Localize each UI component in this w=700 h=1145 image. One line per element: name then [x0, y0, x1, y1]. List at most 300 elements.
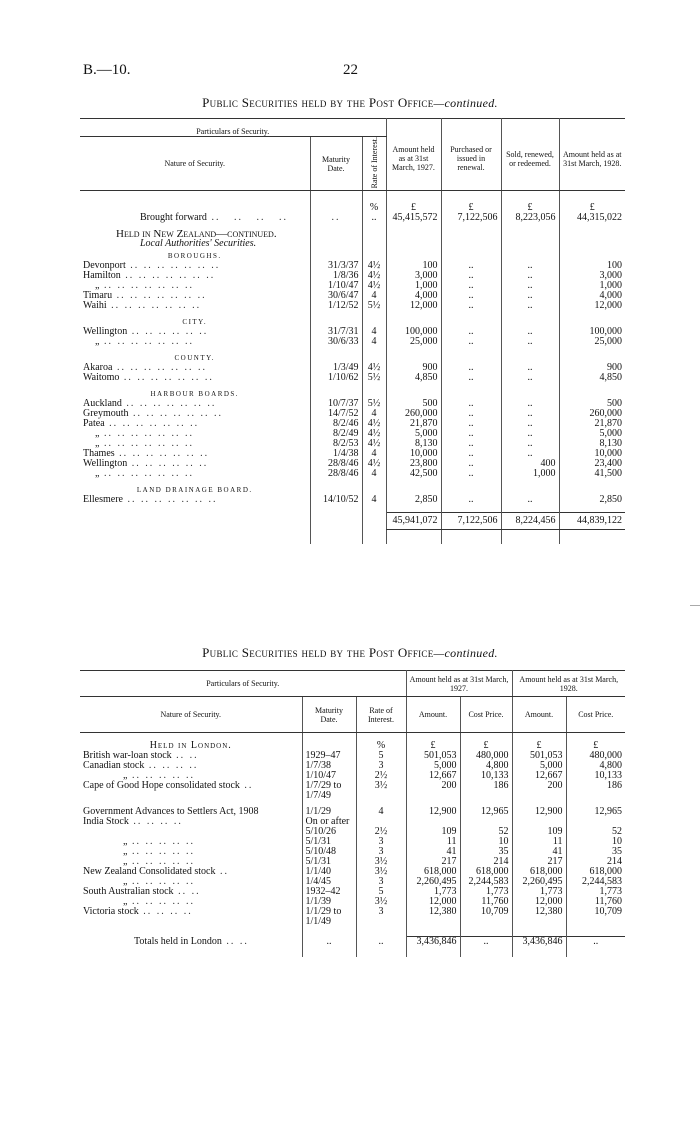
t2-amount-1927: 5,000 [406, 761, 460, 771]
t2-security-cell [80, 907, 302, 917]
t2-cost-1927: 12,965 [460, 801, 512, 817]
t1-security-cell [80, 301, 310, 311]
t2-amount-1927 [406, 917, 460, 927]
t2-security-name: Victoria stock [83, 905, 139, 917]
t1-amount-1927: 5,000 [386, 429, 441, 439]
t2-amount-1927: 2,260,495 [406, 877, 460, 887]
t2-total-rate: .. [356, 937, 406, 948]
t1-security-name: Waitomo [83, 371, 120, 383]
leader-dots: .. .. .. .. .. .. .. [99, 467, 194, 479]
t2-security-name: „ [123, 855, 128, 867]
t2-cost-1928: 35 [566, 847, 625, 857]
t1-sold: .. [501, 373, 559, 383]
t1-security-name: Wellington [83, 457, 128, 469]
t2-cost-1927: 186 [460, 781, 512, 791]
t2-cost-1927: 52 [460, 827, 512, 837]
t1-unit-pct: % [362, 203, 386, 213]
t2-cost-1927: 11,760 [460, 897, 512, 907]
t2-maturity-date: 1/10/47 [302, 771, 356, 781]
t2-unit-pound: £ [460, 741, 512, 751]
t1-maturity-date: 1/4/38 [310, 449, 362, 459]
t1-maturity-date: 1/3/49 [310, 363, 362, 373]
t2-cost-1928 [566, 817, 625, 827]
t1-rate: 4 [362, 337, 386, 347]
t1-amount-1928: 100,000 [559, 327, 625, 337]
t2-cost-1928: 11,760 [566, 897, 625, 907]
t1-amount-1927: 25,000 [386, 337, 441, 347]
t1-bf-amount-1927: 45,415,572 [386, 213, 441, 223]
leader-dots: .. .. .. .. [144, 759, 199, 771]
table1-title-main: Public Securities held by the Post Office [202, 95, 434, 110]
table1 [80, 118, 625, 544]
t1-maturity-date: 1/10/47 [310, 281, 362, 291]
t1-security-name: Greymouth [83, 407, 129, 419]
t2-amount-1927 [406, 791, 460, 801]
t2-maturity-date: 1/1/29 [302, 801, 356, 817]
t1-rate: 4 [362, 495, 386, 505]
t1-header-purchased: Purchased or issued in renewal. [441, 119, 501, 191]
t2-maturity-date: 1929–47 [302, 751, 356, 761]
t1-purchased: .. [441, 373, 501, 383]
t1-sold: .. [501, 281, 559, 291]
t2-rate: 3 [356, 847, 406, 857]
t2-security-row [80, 907, 625, 917]
t1-amount-1928: 25,000 [559, 337, 625, 347]
t1-security-name: Wellington [83, 325, 128, 337]
t2-security-cell [80, 781, 302, 791]
leader-dots: .. .. [171, 749, 199, 761]
leader-dots: .. .. .. .. .. .. .. [104, 417, 200, 429]
t2-amount-1927: 41 [406, 847, 460, 857]
t1-amount-1928: 8,130 [559, 439, 625, 449]
t1-brought-forward-label: Brought forward [140, 211, 207, 223]
t1-group-heading: COUNTY. [174, 353, 215, 362]
t2-rate: 3 [356, 837, 406, 847]
t1-security-name: „ [95, 427, 100, 439]
t2-rate: 5 [356, 751, 406, 761]
t1-amount-1927: 100 [386, 261, 441, 271]
t1-purchased: .. [441, 301, 501, 311]
t2-amount-1927: 1,773 [406, 887, 460, 897]
t1-bf-rate: .. [362, 213, 386, 223]
leader-dots: .. .. .. .. .. .. .. [99, 335, 194, 347]
t1-security-cell [80, 469, 310, 479]
t1-rate: 4 [362, 449, 386, 459]
t2-security-name: Cape of Good Hope consolidated stock [83, 779, 240, 791]
t2-maturity-date: 1/1/40 [302, 867, 356, 877]
leader-dots: .. .. .. .. .. .. .. [114, 447, 210, 459]
t1-security-cell [80, 495, 310, 505]
t2-security-name: Government Advances to Settlers Act, 1908 [83, 805, 259, 817]
t2-header-cost-1927: Cost Price. [460, 697, 512, 733]
t1-unit-pound: £ [386, 203, 441, 213]
leader-dots: .. .. .. .. .. .. .. [121, 397, 217, 409]
t2-amount-1928 [512, 817, 566, 827]
t2-security-name: India Stock [83, 815, 129, 827]
t1-sold: .. [501, 409, 559, 419]
t2-maturity-date: On or after [302, 817, 356, 827]
t1-rate: 4½ [362, 419, 386, 429]
t2-totals-label: Totals held in London [134, 935, 222, 947]
t2-maturity-date: 1/7/29 to [302, 781, 356, 791]
t1-maturity-date: 28/8/46 [310, 469, 362, 479]
t2-header-nature: Nature of Security. [80, 697, 302, 733]
t1-maturity-date: 14/7/52 [310, 409, 362, 419]
t1-security-name: Hamilton [83, 269, 121, 281]
t1-amount-1928: 4,000 [559, 291, 625, 301]
t2-total-cost-1927: .. [460, 937, 512, 948]
t1-security-row [80, 469, 625, 479]
t1-header-amount-1927: Amount held as at 31st March, 1927. [386, 119, 441, 191]
t2-rate: 2½ [356, 771, 406, 781]
t2-rate: 3½ [356, 867, 406, 877]
t1-sold: .. [501, 271, 559, 281]
t1-purchased: .. [441, 327, 501, 337]
t2-totals-row [80, 937, 625, 948]
t1-purchased: .. [441, 291, 501, 301]
t1-security-row [80, 301, 625, 311]
t2-security-name: British war-loan stock [83, 749, 172, 761]
t1-sold: .. [501, 291, 559, 301]
t2-unit-pound: £ [406, 741, 460, 751]
t1-unit-pound: £ [559, 203, 625, 213]
t2-totals-cell [80, 937, 302, 948]
t1-rate: 4 [362, 327, 386, 337]
t2-maturity-date: 1/7/38 [302, 761, 356, 771]
t2-amount-1928: 618,000 [512, 867, 566, 877]
t1-purchased: .. [441, 399, 501, 409]
t2-amount-1927: 12,900 [406, 801, 460, 817]
t1-rate: 4½ [362, 281, 386, 291]
t2-cost-1928 [566, 791, 625, 801]
t2-unit-pound: £ [566, 741, 625, 751]
t2-cost-1927: 618,000 [460, 867, 512, 877]
t2-security-row [80, 817, 625, 827]
t2-cost-1928: 1,773 [566, 887, 625, 897]
t2-rate: 3½ [356, 857, 406, 867]
t2-amount-1928: 1,773 [512, 887, 566, 897]
t2-cost-1928: 2,244,583 [566, 877, 625, 887]
leader-dots: .. .. .. .. .. .. .. [125, 259, 221, 271]
t1-maturity-date: 1/12/52 [310, 301, 362, 311]
t1-purchased: .. [441, 495, 501, 505]
t1-sold: .. [501, 301, 559, 311]
t1-sold: .. [501, 337, 559, 347]
t1-amount-1927: 4,850 [386, 373, 441, 383]
t1-sold: .. [501, 439, 559, 449]
t2-cost-1927: 10,133 [460, 771, 512, 781]
t1-header-particulars: Particulars of Security. [80, 119, 386, 137]
table2-title-main: Public Securities held by the Post Office [202, 645, 434, 660]
t1-maturity-date: 1/10/62 [310, 373, 362, 383]
t2-security-name: „ [123, 875, 128, 887]
t2-maturity-date: 5/1/31 [302, 857, 356, 867]
t2-security-cell [80, 917, 302, 927]
t1-sold: .. [501, 429, 559, 439]
t1-rate: 4½ [362, 261, 386, 271]
t1-total-sold: 8,224,456 [501, 513, 559, 530]
leader-dots: .. .. .. .. .. [127, 835, 195, 847]
t1-maturity-date: 30/6/33 [310, 337, 362, 347]
t2-header-cost-1928: Cost Price. [566, 697, 625, 733]
t1-security-row [80, 337, 625, 347]
leader-dots: .. .. .. .. .. .. .. [99, 279, 194, 291]
t2-amount-1927: 217 [406, 857, 460, 867]
table2 [80, 670, 625, 957]
t2-amount-1928: 12,380 [512, 907, 566, 917]
t2-cost-1928: 10,133 [566, 771, 625, 781]
t2-security-name: „ [123, 895, 128, 907]
leader-dots: .. .. .. .. .. .. [127, 325, 209, 337]
t2-cost-1928: 12,965 [566, 801, 625, 817]
t2-maturity-date: 1/4/45 [302, 877, 356, 887]
t1-purchased: .. [441, 281, 501, 291]
t1-rate: 4 [362, 291, 386, 301]
t2-rate: 3 [356, 761, 406, 771]
t1-amount-1927: 42,500 [386, 469, 441, 479]
t2-security-cell [80, 817, 302, 827]
leader-dots: .. .. .. .. .. .. .. [112, 361, 207, 373]
t1-sold: 400 [501, 459, 559, 469]
t1-header-maturity: Maturity Date. [310, 137, 362, 191]
t2-rate: 4 [356, 801, 406, 817]
leader-dots: .. .. [221, 935, 249, 947]
t1-maturity-date: 1/8/36 [310, 271, 362, 281]
t1-amount-1927: 260,000 [386, 409, 441, 419]
t1-amount-1928: 41,500 [559, 469, 625, 479]
t2-rate [356, 917, 406, 927]
t1-bf-purchased: 7,122,506 [441, 213, 501, 223]
t1-amount-1927: 21,870 [386, 419, 441, 429]
t2-cost-1928: 10,709 [566, 907, 625, 917]
t2-cost-1927: 2,244,583 [460, 877, 512, 887]
t2-maturity-date: 1932–42 [302, 887, 356, 897]
t2-amount-1928 [512, 791, 566, 801]
t2-header-amount-1927: Amount. [406, 697, 460, 733]
t2-security-row [80, 917, 625, 927]
t1-maturity-date: 8/2/53 [310, 439, 362, 449]
leader-dots: .. .. .. .. [128, 815, 183, 827]
t1-maturity-date: 8/2/49 [310, 429, 362, 439]
t1-security-name: Devonport [83, 259, 126, 271]
t1-purchased: .. [441, 419, 501, 429]
leader-dots: .. .. .. .. .. .. .. [112, 289, 207, 301]
t2-header-rate: Rate of Interest. [356, 697, 406, 733]
t1-sold: .. [501, 495, 559, 505]
t2-rate: 5 [356, 887, 406, 897]
t1-amount-1928: 12,000 [559, 301, 625, 311]
t1-sold: .. [501, 449, 559, 459]
t2-security-name: „ [123, 769, 128, 781]
t1-amount-1928: 3,000 [559, 271, 625, 281]
table2-title-continued: —continued. [433, 646, 498, 660]
t2-header-amount-1928: Amount. [512, 697, 566, 733]
t2-cost-1927 [460, 791, 512, 801]
t1-security-row [80, 373, 625, 383]
t2-amount-1928 [512, 917, 566, 927]
t2-cost-1928: 186 [566, 781, 625, 791]
t1-security-name: Waihi [83, 299, 107, 311]
t1-amount-1928: 4,850 [559, 373, 625, 383]
t2-maturity-date: 1/7/49 [302, 791, 356, 801]
t2-cost-1928: 10 [566, 837, 625, 847]
t1-rate: 4 [362, 409, 386, 419]
t1-group-heading: HARBOUR BOARDS. [150, 389, 240, 398]
t2-cost-1927: 35 [460, 847, 512, 857]
leader-dots: .. [239, 779, 254, 791]
t2-amount-1927: 12,380 [406, 907, 460, 917]
t2-cost-1928: 52 [566, 827, 625, 837]
t1-amount-1927: 4,000 [386, 291, 441, 301]
t2-rate [356, 817, 406, 827]
t1-purchased: .. [441, 469, 501, 479]
t2-cost-1928: 480,000 [566, 751, 625, 761]
t2-maturity-date: 1/1/49 [302, 917, 356, 927]
t2-amount-1928: 5,000 [512, 761, 566, 771]
t1-amount-1928: 21,870 [559, 419, 625, 429]
t2-maturity-date: 5/10/26 [302, 827, 356, 837]
t1-total-amount-1928: 44,839,122 [559, 513, 625, 530]
t2-amount-1927 [406, 817, 460, 827]
t2-security-name: „ [123, 835, 128, 847]
t2-security-name: New Zealand Consolidated stock [83, 865, 216, 877]
t2-rate: 3 [356, 907, 406, 917]
t1-sold: .. [501, 363, 559, 373]
t2-cost-1927: 1,773 [460, 887, 512, 897]
t1-amount-1927: 900 [386, 363, 441, 373]
t2-total-date: .. [302, 937, 356, 948]
leader-dots: .. .. .. .. .. [127, 855, 195, 867]
t1-sold: .. [501, 261, 559, 271]
t1-purchased: .. [441, 261, 501, 271]
t1-sold: 1,000 [501, 469, 559, 479]
leader-dots: .. .. .. .. .. .. .. [120, 269, 216, 281]
t1-security-name: Akaroa [83, 361, 113, 373]
t1-purchased: .. [441, 429, 501, 439]
t1-header-rate-text: Rate of Interest. [369, 137, 379, 189]
margin-rule [690, 605, 700, 606]
t2-amount-1928: 501,053 [512, 751, 566, 761]
t1-security-row [80, 495, 625, 505]
t1-purchased: .. [441, 459, 501, 469]
t2-amount-1928: 217 [512, 857, 566, 867]
t1-amount-1928: 1,000 [559, 281, 625, 291]
t1-sold: .. [501, 419, 559, 429]
t1-purchased: .. [441, 363, 501, 373]
t1-bf-sold: 8,223,056 [501, 213, 559, 223]
t1-group-heading: LAND DRAINAGE BOARD. [136, 485, 253, 494]
t2-cost-1927 [460, 917, 512, 927]
t1-amount-1927: 8,130 [386, 439, 441, 449]
t1-rate: 4½ [362, 439, 386, 449]
leader-dots: .. .. .. .. .. .. .. [99, 437, 194, 449]
t1-security-cell [80, 337, 310, 347]
t2-security-name: Canadian stock [83, 759, 145, 771]
t2-amount-1928: 12,000 [512, 897, 566, 907]
t1-rate: 4 [362, 469, 386, 479]
t1-maturity-date: 14/10/52 [310, 495, 362, 505]
t2-total-cost-1928: .. [566, 937, 625, 948]
leader-dots: .. [215, 865, 229, 877]
t1-rate: 4½ [362, 459, 386, 469]
t1-bf-amount-1928: 44,315,022 [559, 213, 625, 223]
t2-security-cell [80, 791, 302, 801]
t1-rate: 5½ [362, 399, 386, 409]
leader-dots: .. .. .. .. .. [127, 895, 195, 907]
t2-rate: 3½ [356, 897, 406, 907]
leader-dots: .. .. .. .. .. .. .. [119, 371, 214, 383]
t1-purchased: .. [441, 449, 501, 459]
t1-purchased: .. [441, 439, 501, 449]
t1-total-purchased: 7,122,506 [441, 513, 501, 530]
t2-cost-1928: 618,000 [566, 867, 625, 877]
t1-section-nz: Held in New Zealand—continued. [116, 227, 277, 240]
t2-security-row [80, 791, 625, 801]
t2-cost-1927: 4,800 [460, 761, 512, 771]
t2-amount-1927: 200 [406, 781, 460, 791]
t1-amount-1928: 10,000 [559, 449, 625, 459]
t1-amount-1927: 23,800 [386, 459, 441, 469]
t1-security-name: Thames [83, 447, 115, 459]
t2-amount-1927: 12,667 [406, 771, 460, 781]
t2-header-particulars: Particulars of Security. [80, 671, 406, 697]
t1-unit-pound: £ [501, 203, 559, 213]
t2-rate [356, 791, 406, 801]
t2-cost-1927: 10 [460, 837, 512, 847]
t1-rate: 4½ [362, 271, 386, 281]
t1-header-sold: Sold, renewed, or redeemed. [501, 119, 559, 191]
t2-security-name: South Australian stock [83, 885, 174, 897]
t2-maturity-date: 5/1/31 [302, 837, 356, 847]
leader-dots: .. .. .. .. .. [127, 845, 195, 857]
t1-unit-pound: £ [441, 203, 501, 213]
t2-amount-1928: 12,667 [512, 771, 566, 781]
t2-cost-1928: 4,800 [566, 761, 625, 771]
page-reference: B.—10. [83, 62, 131, 78]
leader-dots: .. .. .. .. .. .. .. [128, 407, 224, 419]
t2-amount-1927: 501,053 [406, 751, 460, 761]
leader-dots: .. .. [173, 885, 201, 897]
t1-purchased: .. [441, 409, 501, 419]
t2-amount-1927: 109 [406, 827, 460, 837]
t1-section-local: Local Authorities' Securities. [140, 237, 257, 249]
t2-header-held-1928: Amount held as at 31st March, 1928. [512, 671, 625, 697]
t1-amount-1928: 5,000 [559, 429, 625, 439]
t2-rate: 3 [356, 877, 406, 887]
t1-header-rate [362, 137, 386, 191]
t1-amount-1928: 2,850 [559, 495, 625, 505]
t2-header-held-1927: Amount held as at 31st March, 1927. [406, 671, 512, 697]
t1-security-name: Timaru [83, 289, 113, 301]
t2-amount-1927: 12,000 [406, 897, 460, 907]
t2-security-row [80, 781, 625, 791]
t1-maturity-date: 10/7/37 [310, 399, 362, 409]
t1-amount-1927: 100,000 [386, 327, 441, 337]
leader-dots: .. .. .. .. .. [127, 875, 195, 887]
t2-rate: 2½ [356, 827, 406, 837]
leader-dots: .. .. .. .. .. [127, 769, 195, 781]
t2-maturity-date: 5/10/48 [302, 847, 356, 857]
t2-maturity-date: 1/1/39 [302, 897, 356, 907]
t1-amount-1928: 500 [559, 399, 625, 409]
t1-header-nature: Nature of Security. [80, 137, 310, 191]
t2-security-cell [80, 801, 302, 817]
t1-security-name: „ [95, 335, 100, 347]
t1-purchased: .. [441, 271, 501, 281]
t1-brought-forward-row: Brought forward .. .. .. .. .. .. 45,415,572 7,122,506 8,223,056 44,315,022 [80, 213, 625, 223]
t1-amount-1928: 100 [559, 261, 625, 271]
t2-cost-1927: 214 [460, 857, 512, 867]
